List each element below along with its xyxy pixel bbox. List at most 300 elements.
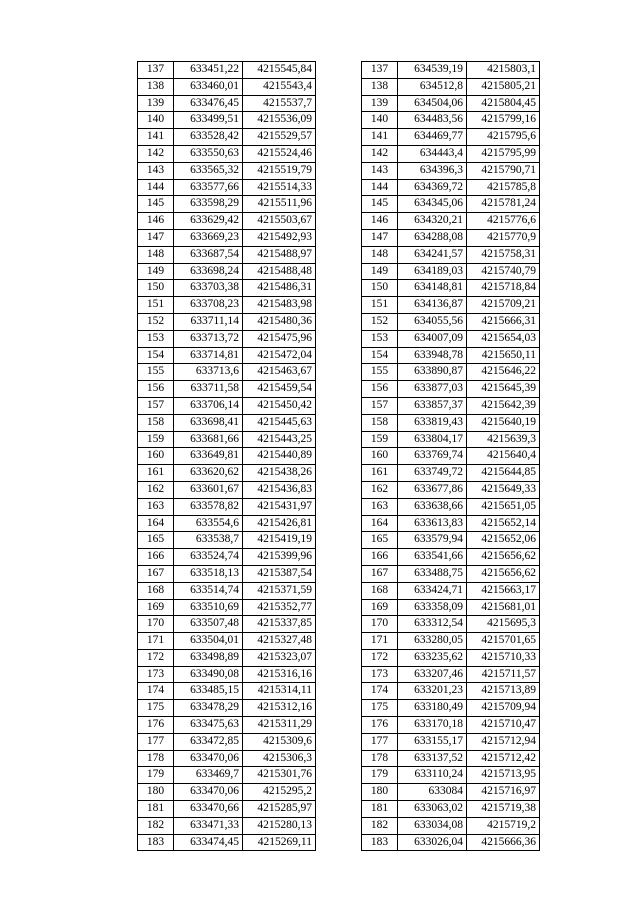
point-number-cell: 171 <box>138 633 174 650</box>
y-coordinate-cell: 4215740,79 <box>467 263 540 280</box>
table-row <box>362 112 540 129</box>
point-number-cell: 148 <box>138 246 174 263</box>
point-number-cell: 181 <box>138 801 174 818</box>
x-coordinate-cell: 633714,81 <box>174 347 243 364</box>
point-number-cell: 159 <box>362 431 398 448</box>
point-number-cell: 151 <box>138 297 174 314</box>
y-coordinate-cell: 4215486,31 <box>243 280 316 297</box>
point-number-cell: 181 <box>362 801 398 818</box>
table-row <box>362 313 540 330</box>
y-coordinate-cell: 4215371,59 <box>243 582 316 599</box>
point-number-cell: 152 <box>362 313 398 330</box>
point-number-cell: 176 <box>362 717 398 734</box>
point-number-cell: 158 <box>138 414 174 431</box>
x-coordinate-cell: 633669,23 <box>174 229 243 246</box>
table-row <box>362 162 540 179</box>
x-coordinate-cell: 633711,58 <box>174 381 243 398</box>
x-coordinate-cell: 633550,63 <box>174 145 243 162</box>
table-row <box>362 515 540 532</box>
table-row <box>138 229 316 246</box>
table-row <box>362 78 540 95</box>
y-coordinate-cell: 4215483,98 <box>243 297 316 314</box>
y-coordinate-cell: 4215519,79 <box>243 162 316 179</box>
y-coordinate-cell: 4215438,26 <box>243 465 316 482</box>
x-coordinate-cell: 634539,19 <box>398 62 467 79</box>
table-row <box>362 717 540 734</box>
point-number-cell: 146 <box>362 213 398 230</box>
table-row <box>362 347 540 364</box>
y-coordinate-cell: 4215337,85 <box>243 616 316 633</box>
x-coordinate-cell: 633460,01 <box>174 78 243 95</box>
table-row <box>362 330 540 347</box>
x-coordinate-cell: 633579,94 <box>398 532 467 549</box>
table-body <box>362 62 540 851</box>
point-number-cell: 169 <box>138 599 174 616</box>
table-row <box>138 801 316 818</box>
table-row <box>362 481 540 498</box>
x-coordinate-cell: 634055,56 <box>398 313 467 330</box>
x-coordinate-cell: 633554,6 <box>174 515 243 532</box>
point-number-cell: 144 <box>138 179 174 196</box>
x-coordinate-cell: 633528,42 <box>174 129 243 146</box>
y-coordinate-cell: 4215309,6 <box>243 733 316 750</box>
table-row <box>138 515 316 532</box>
y-coordinate-cell: 4215709,21 <box>467 297 540 314</box>
table-body <box>138 62 316 851</box>
x-coordinate-cell: 633877,03 <box>398 381 467 398</box>
y-coordinate-cell: 4215545,84 <box>243 62 316 79</box>
x-coordinate-cell: 634469,77 <box>398 129 467 146</box>
x-coordinate-cell: 633819,43 <box>398 414 467 431</box>
table-row <box>362 801 540 818</box>
table-row <box>362 431 540 448</box>
y-coordinate-cell: 4215514,33 <box>243 179 316 196</box>
y-coordinate-cell: 4215431,97 <box>243 498 316 515</box>
point-number-cell: 168 <box>362 582 398 599</box>
point-number-cell: 137 <box>362 62 398 79</box>
y-coordinate-cell: 4215709,94 <box>467 700 540 717</box>
y-coordinate-cell: 4215795,6 <box>467 129 540 146</box>
table-row <box>362 129 540 146</box>
y-coordinate-cell: 4215323,07 <box>243 649 316 666</box>
table-row <box>138 129 316 146</box>
point-number-cell: 153 <box>362 330 398 347</box>
y-coordinate-cell: 4215645,39 <box>467 381 540 398</box>
table-row <box>362 364 540 381</box>
point-number-cell: 173 <box>138 666 174 683</box>
point-number-cell: 170 <box>138 616 174 633</box>
point-number-cell: 148 <box>362 246 398 263</box>
x-coordinate-cell: 634512,8 <box>398 78 467 95</box>
table-row <box>138 700 316 717</box>
x-coordinate-cell: 633687,54 <box>174 246 243 263</box>
x-coordinate-cell: 633235,62 <box>398 649 467 666</box>
point-number-cell: 155 <box>138 364 174 381</box>
x-coordinate-cell: 634345,06 <box>398 196 467 213</box>
x-coordinate-cell: 633478,29 <box>174 700 243 717</box>
x-coordinate-cell: 633706,14 <box>174 397 243 414</box>
point-number-cell: 161 <box>362 465 398 482</box>
table-row <box>138 565 316 582</box>
table-row <box>138 834 316 851</box>
point-number-cell: 158 <box>362 414 398 431</box>
point-number-cell: 147 <box>362 229 398 246</box>
point-number-cell: 176 <box>138 717 174 734</box>
y-coordinate-cell: 4215311,29 <box>243 717 316 734</box>
y-coordinate-cell: 4215536,09 <box>243 112 316 129</box>
y-coordinate-cell: 4215306,3 <box>243 750 316 767</box>
table-row <box>138 784 316 801</box>
point-number-cell: 157 <box>138 397 174 414</box>
y-coordinate-cell: 4215711,57 <box>467 666 540 683</box>
y-coordinate-cell: 4215805,21 <box>467 78 540 95</box>
point-number-cell: 154 <box>138 347 174 364</box>
point-number-cell: 140 <box>362 112 398 129</box>
y-coordinate-cell: 4215480,36 <box>243 313 316 330</box>
y-coordinate-cell: 4215285,97 <box>243 801 316 818</box>
table-row <box>138 280 316 297</box>
table-row <box>138 246 316 263</box>
table-row <box>362 633 540 650</box>
y-coordinate-cell: 4215758,31 <box>467 246 540 263</box>
y-coordinate-cell: 4215656,62 <box>467 565 540 582</box>
point-number-cell: 167 <box>362 565 398 582</box>
y-coordinate-cell: 4215492,93 <box>243 229 316 246</box>
x-coordinate-cell: 633424,71 <box>398 582 467 599</box>
y-coordinate-cell: 4215652,06 <box>467 532 540 549</box>
x-coordinate-cell: 633110,24 <box>398 767 467 784</box>
table-row <box>362 683 540 700</box>
table-row <box>138 599 316 616</box>
table-row <box>362 532 540 549</box>
point-number-cell: 162 <box>138 481 174 498</box>
x-coordinate-cell: 633638,66 <box>398 498 467 515</box>
table-row <box>138 582 316 599</box>
y-coordinate-cell: 4215426,81 <box>243 515 316 532</box>
y-coordinate-cell: 4215543,4 <box>243 78 316 95</box>
y-coordinate-cell: 4215666,36 <box>467 834 540 851</box>
table-row <box>362 498 540 515</box>
x-coordinate-cell: 634504,06 <box>398 95 467 112</box>
table-row <box>362 767 540 784</box>
y-coordinate-cell: 4215701,65 <box>467 633 540 650</box>
y-coordinate-cell: 4215488,97 <box>243 246 316 263</box>
y-coordinate-cell: 4215719,2 <box>467 817 540 834</box>
point-number-cell: 159 <box>138 431 174 448</box>
table-row <box>138 717 316 734</box>
x-coordinate-cell: 633499,51 <box>174 112 243 129</box>
x-coordinate-cell: 633180,49 <box>398 700 467 717</box>
x-coordinate-cell: 634288,08 <box>398 229 467 246</box>
x-coordinate-cell: 633155,17 <box>398 733 467 750</box>
table-row <box>138 297 316 314</box>
y-coordinate-cell: 4215488,48 <box>243 263 316 280</box>
point-number-cell: 177 <box>362 733 398 750</box>
x-coordinate-cell: 633490,08 <box>174 666 243 683</box>
x-coordinate-cell: 633475,63 <box>174 717 243 734</box>
point-number-cell: 160 <box>138 448 174 465</box>
table-row <box>138 62 316 79</box>
x-coordinate-cell: 634241,57 <box>398 246 467 263</box>
x-coordinate-cell: 633890,87 <box>398 364 467 381</box>
y-coordinate-cell: 4215652,14 <box>467 515 540 532</box>
x-coordinate-cell: 633498,89 <box>174 649 243 666</box>
y-coordinate-cell: 4215644,85 <box>467 465 540 482</box>
x-coordinate-cell: 633804,17 <box>398 431 467 448</box>
table-row <box>362 448 540 465</box>
point-number-cell: 172 <box>362 649 398 666</box>
point-number-cell: 182 <box>362 817 398 834</box>
y-coordinate-cell: 4215537,7 <box>243 95 316 112</box>
y-coordinate-cell: 4215459,54 <box>243 381 316 398</box>
table-row <box>138 448 316 465</box>
point-number-cell: 178 <box>138 750 174 767</box>
point-number-cell: 177 <box>138 733 174 750</box>
y-coordinate-cell: 4215639,3 <box>467 431 540 448</box>
x-coordinate-cell: 633620,62 <box>174 465 243 482</box>
point-number-cell: 171 <box>362 633 398 650</box>
x-coordinate-cell: 633510,69 <box>174 599 243 616</box>
table-row <box>362 599 540 616</box>
point-number-cell: 142 <box>138 145 174 162</box>
table-row <box>138 532 316 549</box>
table-row <box>362 750 540 767</box>
y-coordinate-cell: 4215475,96 <box>243 330 316 347</box>
table-row <box>138 145 316 162</box>
x-coordinate-cell: 633713,6 <box>174 364 243 381</box>
table-row <box>138 179 316 196</box>
point-number-cell: 144 <box>362 179 398 196</box>
x-coordinate-cell: 633711,14 <box>174 313 243 330</box>
table-row <box>138 431 316 448</box>
y-coordinate-cell: 4215803,1 <box>467 62 540 79</box>
y-coordinate-cell: 4215776,6 <box>467 213 540 230</box>
table-row <box>362 549 540 566</box>
point-number-cell: 143 <box>138 162 174 179</box>
y-coordinate-cell: 4215352,77 <box>243 599 316 616</box>
point-number-cell: 147 <box>138 229 174 246</box>
y-coordinate-cell: 4215713,95 <box>467 767 540 784</box>
y-coordinate-cell: 4215681,01 <box>467 599 540 616</box>
table-row <box>138 817 316 834</box>
point-number-cell: 183 <box>138 834 174 851</box>
y-coordinate-cell: 4215799,16 <box>467 112 540 129</box>
table-row <box>362 700 540 717</box>
table-row <box>138 313 316 330</box>
x-coordinate-cell: 634148,81 <box>398 280 467 297</box>
table-row <box>138 733 316 750</box>
point-number-cell: 166 <box>138 549 174 566</box>
table-row <box>138 666 316 683</box>
y-coordinate-cell: 4215269,11 <box>243 834 316 851</box>
table-row <box>138 112 316 129</box>
x-coordinate-cell: 633565,32 <box>174 162 243 179</box>
point-number-cell: 156 <box>138 381 174 398</box>
table-row <box>362 465 540 482</box>
y-coordinate-cell: 4215656,62 <box>467 549 540 566</box>
x-coordinate-cell: 633358,09 <box>398 599 467 616</box>
point-number-cell: 173 <box>362 666 398 683</box>
point-number-cell: 165 <box>362 532 398 549</box>
y-coordinate-cell: 4215712,94 <box>467 733 540 750</box>
x-coordinate-cell: 634483,56 <box>398 112 467 129</box>
y-coordinate-cell: 4215710,47 <box>467 717 540 734</box>
x-coordinate-cell: 633769,74 <box>398 448 467 465</box>
x-coordinate-cell: 633948,78 <box>398 347 467 364</box>
point-number-cell: 149 <box>138 263 174 280</box>
point-number-cell: 164 <box>138 515 174 532</box>
point-number-cell: 160 <box>362 448 398 465</box>
point-number-cell: 141 <box>138 129 174 146</box>
table-row <box>362 381 540 398</box>
x-coordinate-cell: 633488,75 <box>398 565 467 582</box>
point-number-cell: 146 <box>138 213 174 230</box>
table-row <box>362 95 540 112</box>
y-coordinate-cell: 4215301,76 <box>243 767 316 784</box>
x-coordinate-cell: 634007,09 <box>398 330 467 347</box>
point-number-cell: 165 <box>138 532 174 549</box>
y-coordinate-cell: 4215436,83 <box>243 481 316 498</box>
x-coordinate-cell: 633026,04 <box>398 834 467 851</box>
x-coordinate-cell: 633474,45 <box>174 834 243 851</box>
y-coordinate-cell: 4215419,19 <box>243 532 316 549</box>
x-coordinate-cell: 633649,81 <box>174 448 243 465</box>
x-coordinate-cell: 633698,41 <box>174 414 243 431</box>
point-number-cell: 143 <box>362 162 398 179</box>
x-coordinate-cell: 633713,72 <box>174 330 243 347</box>
point-number-cell: 180 <box>362 784 398 801</box>
x-coordinate-cell: 633681,66 <box>174 431 243 448</box>
x-coordinate-cell: 633312,54 <box>398 616 467 633</box>
point-number-cell: 163 <box>138 498 174 515</box>
y-coordinate-cell: 4215450,42 <box>243 397 316 414</box>
table-row <box>362 565 540 582</box>
point-number-cell: 137 <box>138 62 174 79</box>
point-number-cell: 140 <box>138 112 174 129</box>
point-number-cell: 156 <box>362 381 398 398</box>
point-number-cell: 179 <box>362 767 398 784</box>
x-coordinate-cell: 634396,3 <box>398 162 467 179</box>
y-coordinate-cell: 4215719,38 <box>467 801 540 818</box>
y-coordinate-cell: 4215666,31 <box>467 313 540 330</box>
table-row <box>138 767 316 784</box>
table-row <box>362 229 540 246</box>
x-coordinate-cell: 633677,86 <box>398 481 467 498</box>
table-row <box>138 616 316 633</box>
point-number-cell: 163 <box>362 498 398 515</box>
y-coordinate-cell: 4215790,71 <box>467 162 540 179</box>
x-coordinate-cell: 633470,06 <box>174 784 243 801</box>
x-coordinate-cell: 633504,01 <box>174 633 243 650</box>
y-coordinate-cell: 4215642,39 <box>467 397 540 414</box>
point-number-cell: 167 <box>138 565 174 582</box>
point-number-cell: 180 <box>138 784 174 801</box>
table-row <box>362 62 540 79</box>
point-number-cell: 153 <box>138 330 174 347</box>
y-coordinate-cell: 4215524,46 <box>243 145 316 162</box>
table-row <box>138 213 316 230</box>
table-row <box>138 330 316 347</box>
coordinates-table-left <box>137 61 316 851</box>
y-coordinate-cell: 4215640,4 <box>467 448 540 465</box>
coordinates-table-right <box>361 61 540 851</box>
table-row <box>362 733 540 750</box>
x-coordinate-cell: 633749,72 <box>398 465 467 482</box>
y-coordinate-cell: 4215663,17 <box>467 582 540 599</box>
x-coordinate-cell: 633137,52 <box>398 750 467 767</box>
point-number-cell: 162 <box>362 481 398 498</box>
table-row <box>362 179 540 196</box>
point-number-cell: 151 <box>362 297 398 314</box>
x-coordinate-cell: 634369,72 <box>398 179 467 196</box>
y-coordinate-cell: 4215399,96 <box>243 549 316 566</box>
point-number-cell: 166 <box>362 549 398 566</box>
point-number-cell: 164 <box>362 515 398 532</box>
point-number-cell: 174 <box>138 683 174 700</box>
y-coordinate-cell: 4215314,11 <box>243 683 316 700</box>
y-coordinate-cell: 4215387,54 <box>243 565 316 582</box>
x-coordinate-cell: 633280,05 <box>398 633 467 650</box>
point-number-cell: 155 <box>362 364 398 381</box>
x-coordinate-cell: 633613,83 <box>398 515 467 532</box>
table-row <box>138 347 316 364</box>
table-row <box>138 196 316 213</box>
point-number-cell: 169 <box>362 599 398 616</box>
x-coordinate-cell: 633629,42 <box>174 213 243 230</box>
point-number-cell: 142 <box>362 145 398 162</box>
point-number-cell: 178 <box>362 750 398 767</box>
x-coordinate-cell: 633451,22 <box>174 62 243 79</box>
y-coordinate-cell: 4215511,96 <box>243 196 316 213</box>
x-coordinate-cell: 633084 <box>398 784 467 801</box>
y-coordinate-cell: 4215785,8 <box>467 179 540 196</box>
y-coordinate-cell: 4215781,24 <box>467 196 540 213</box>
y-coordinate-cell: 4215695,3 <box>467 616 540 633</box>
x-coordinate-cell: 633469,7 <box>174 767 243 784</box>
y-coordinate-cell: 4215649,33 <box>467 481 540 498</box>
y-coordinate-cell: 4215327,48 <box>243 633 316 650</box>
table-row <box>362 196 540 213</box>
y-coordinate-cell: 4215710,33 <box>467 649 540 666</box>
point-number-cell: 182 <box>138 817 174 834</box>
table-row <box>138 364 316 381</box>
table-row <box>138 649 316 666</box>
y-coordinate-cell: 4215472,04 <box>243 347 316 364</box>
point-number-cell: 138 <box>362 78 398 95</box>
point-number-cell: 179 <box>138 767 174 784</box>
point-number-cell: 139 <box>362 95 398 112</box>
x-coordinate-cell: 634320,21 <box>398 213 467 230</box>
y-coordinate-cell: 4215650,11 <box>467 347 540 364</box>
table-row <box>138 263 316 280</box>
x-coordinate-cell: 633514,74 <box>174 582 243 599</box>
table-row <box>362 649 540 666</box>
table-row <box>362 280 540 297</box>
y-coordinate-cell: 4215316,16 <box>243 666 316 683</box>
x-coordinate-cell: 633541,66 <box>398 549 467 566</box>
x-coordinate-cell: 633207,46 <box>398 666 467 683</box>
y-coordinate-cell: 4215463,67 <box>243 364 316 381</box>
table-row <box>362 263 540 280</box>
point-number-cell: 150 <box>138 280 174 297</box>
table-row <box>138 95 316 112</box>
y-coordinate-cell: 4215443,25 <box>243 431 316 448</box>
table-row <box>138 78 316 95</box>
y-coordinate-cell: 4215770,9 <box>467 229 540 246</box>
point-number-cell: 139 <box>138 95 174 112</box>
table-row <box>138 498 316 515</box>
y-coordinate-cell: 4215713,89 <box>467 683 540 700</box>
